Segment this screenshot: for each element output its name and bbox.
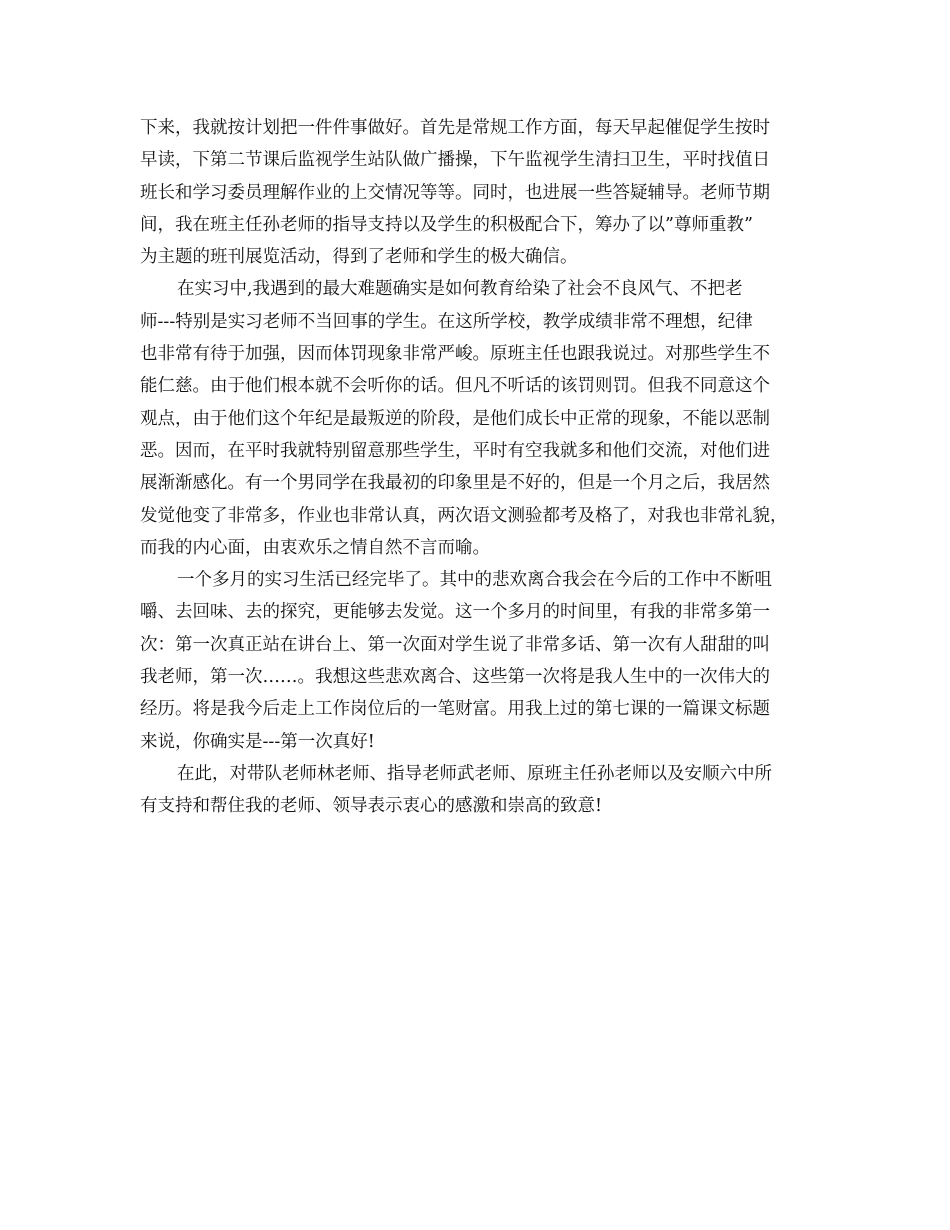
text-line: 展渐渐感化。有一个男同学在我最初的印象里是不好的，但是一个月之后，我居然 xyxy=(140,473,770,494)
text-line: 观点，由于他们这个年纪是最叛逆的阶段，是他们成长中正常的现象，不能以恶制 xyxy=(140,408,770,429)
text-line: 师---特别是实习老师不当回事的学生。在这所学校，教学成绩非常不理想，纪律 xyxy=(140,311,753,332)
paragraph xyxy=(140,564,820,758)
text-line: 早读，下第二节课后监视学生站队做广播操，下午监视学生清扫卫生，平时找值日 xyxy=(140,150,770,171)
text-line: 经历。将是我今后走上工作岗位后的一笔财富。用我上过的第七课的一篇课文标题 xyxy=(140,699,770,720)
text-line: 次：第一次真正站在讲台上、第一次面对学生说了非常多话、第一次有人甜甜的叫 xyxy=(140,634,770,655)
text-line: 而我的内心面，由衷欢乐之情自然不言而喻。 xyxy=(140,537,490,558)
text-line: 班长和学习委员理解作业的上交情况等等。同时，也进展一些答疑辅导。老师节期 xyxy=(140,182,770,203)
text-line: 也非常有待于加强，因而体罚现象非常严峻。原班主任也跟我说过。对那些学生不 xyxy=(140,344,770,365)
paragraph xyxy=(140,758,820,823)
text-line: 为主题的班刊展览活动，得到了老师和学生的极大确信。 xyxy=(140,247,578,268)
text-line: 在此，对带队老师林老师、指导老师武老师、原班主任孙老师以及安顺六中所 xyxy=(177,763,772,784)
document-body xyxy=(140,112,820,823)
text-line: 在实习中,我遇到的最大难题确实是如何教育给染了社会不良风气、不把老 xyxy=(177,279,743,300)
text-line: 有支持和帮住我的老师、领导表示衷心的感激和崇高的致意! xyxy=(140,796,603,817)
text-line: 我老师，第一次……。我想这些悲欢离合、这些第一次将是我人生中的一次伟大的 xyxy=(140,667,770,688)
text-line: 下来，我就按计划把一件件事做好。首先是常规工作方面，每天早起催促学生按时 xyxy=(140,118,770,138)
text-line: 发觉他变了非常多，作业也非常认真，两次语文测验都考及格了，对我也非常礼貌， xyxy=(140,505,788,526)
paragraph xyxy=(140,273,820,564)
text-line: 恶。因而，在平时我就特别留意那些学生，平时有空我就多和他们交流，对他们进 xyxy=(140,440,770,461)
text-line: 来说，你确实是---第一次真好! xyxy=(140,731,375,752)
paragraph xyxy=(140,112,820,273)
text-line: 一个多月的实习生活已经完毕了。其中的悲欢离合我会在今后的工作中不断咀 xyxy=(177,570,772,591)
text-line: 嚼、去回味、去的探究，更能够去发觉。这一个多月的时间里，有我的非常多第一 xyxy=(140,602,770,623)
text-line: 间，我在班主任孙老师的指导支持以及学生的积极配合下，筹办了以”尊师重教” xyxy=(140,214,753,235)
text-line: 能仁慈。由于他们根本就不会听你的话。但凡不听话的该罚则罚。但我不同意这个 xyxy=(140,376,770,397)
